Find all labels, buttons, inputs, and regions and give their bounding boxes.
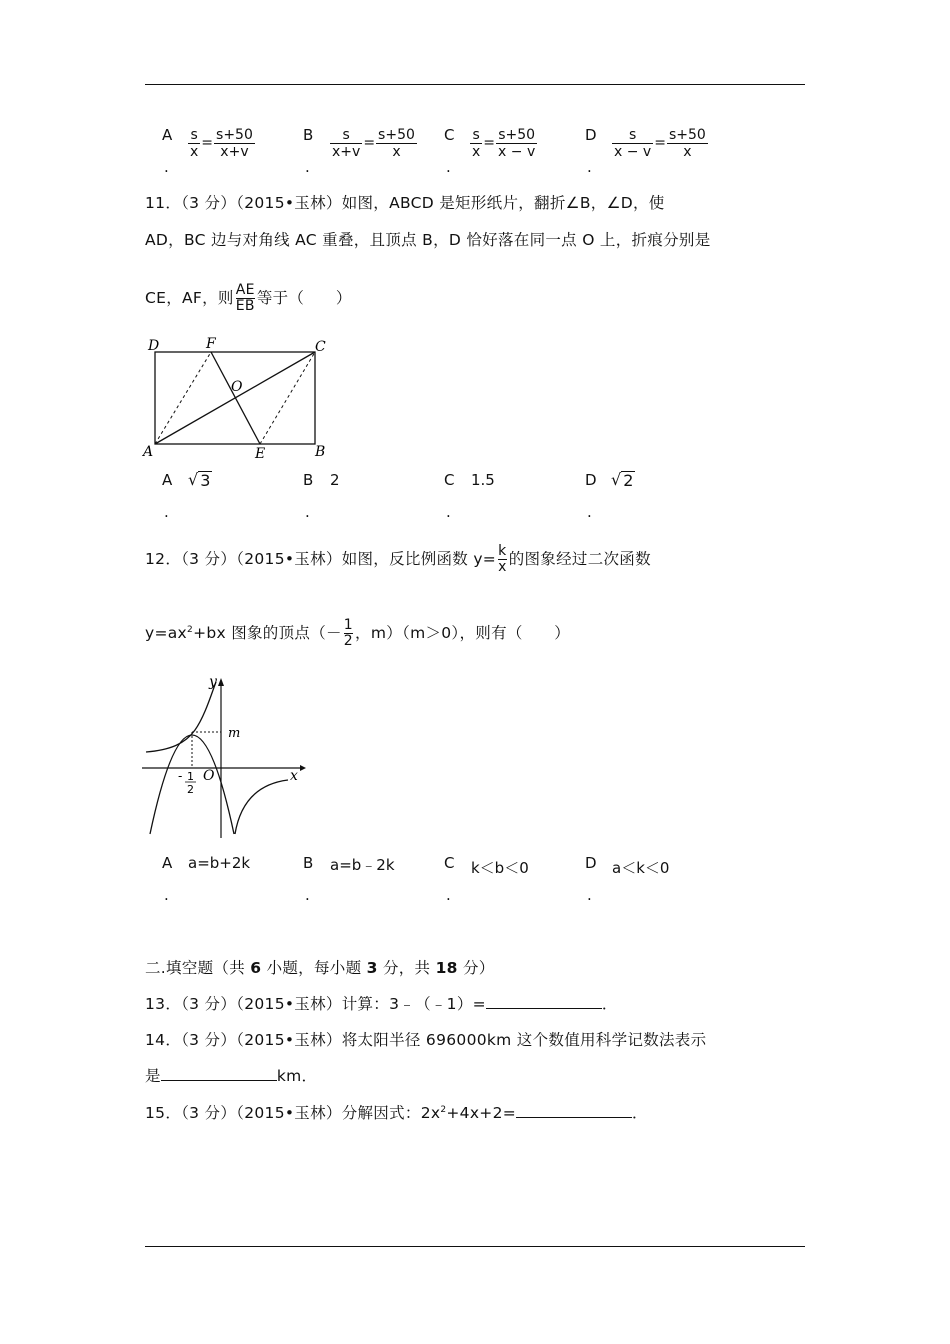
q10-option-a-dot: . <box>164 158 169 176</box>
q14-line-2: 是 km． <box>145 1067 318 1085</box>
q12-option-c-value: k＜b＜0 <box>471 859 529 877</box>
q13-answer-blank[interactable] <box>486 994 602 1009</box>
svg-text:-: - <box>178 769 183 783</box>
q12-option-d-dot: . <box>587 886 592 904</box>
q11-rectangle-figure <box>140 336 340 462</box>
q12-option-d-value: a＜k＜0 <box>612 859 670 877</box>
q11-line-3-prefix: CE，AF，则 <box>145 289 234 307</box>
q11-option-c-value: 1.5 <box>471 471 495 489</box>
q12-line-1: 12．（3 分）（2015•玉林）如图，反比例函数 y= $\frac{k}{x}$ 的图象经过二次函数 <box>145 543 651 575</box>
svg-text:y: y <box>209 674 217 690</box>
q11-option-b-letter: B <box>303 471 314 489</box>
section-2-heading: 二.填空题（共 6 小题，每小题 3 分，共 18 分） <box>145 959 495 977</box>
q12-option-b-dot: . <box>305 886 310 904</box>
q12-half-fraction: $\frac{1}{2}$ <box>343 617 354 649</box>
svg-text:C: C <box>315 339 326 355</box>
q12-option-d-letter: D <box>585 854 597 872</box>
q10-option-c-dot: . <box>446 158 451 176</box>
q12-line-2: $y=ax^2+bx$ 图象的顶点（－ $\frac{1}{2}$ ，m）（m＞0），则有（ ） <box>145 617 571 649</box>
q10-option-d-letter: D <box>585 126 597 144</box>
q12-option-a-value: a=b+2k <box>188 854 251 872</box>
svg-text:F: F <box>206 336 216 352</box>
q10-option-b-letter: B <box>303 126 314 144</box>
q10-option-b-dot: . <box>305 158 310 176</box>
bottom-rule <box>145 1246 805 1247</box>
q10-option-c-letter: C <box>444 126 455 144</box>
q10-option-a-letter: A <box>162 126 173 144</box>
q12-option-c-letter: C <box>444 854 455 872</box>
svg-text:D: D <box>148 338 160 354</box>
svg-text:x: x <box>290 768 298 784</box>
q12-option-b-value: a=b﹣2k <box>330 856 395 874</box>
q10-option-d-dot: . <box>587 158 592 176</box>
q11-option-d-value: √ 2 <box>611 470 634 490</box>
q11-line-3-suffix: 等于（ ） <box>256 289 352 307</box>
q11-option-c-letter: C <box>444 471 455 489</box>
q11-option-d-letter: D <box>585 471 597 489</box>
top-rule <box>145 84 805 85</box>
q12-k-over-x-fraction: $\frac{k}{x}$ <box>498 543 507 575</box>
q11-option-b-value: 2 <box>330 471 340 489</box>
svg-text:m: m <box>228 726 241 741</box>
svg-text:O: O <box>231 379 243 395</box>
q12-option-c-dot: . <box>446 886 451 904</box>
q11-option-b-dot: . <box>305 503 310 521</box>
q12-option-a-dot: . <box>164 886 169 904</box>
svg-text:1: 1 <box>187 770 194 783</box>
svg-text:O: O <box>203 768 215 784</box>
svg-text:E: E <box>255 446 266 462</box>
q11-option-a-dot: . <box>164 503 169 521</box>
q11-line-3 <box>145 283 352 314</box>
q11-option-a-value: √ 3 <box>188 470 211 490</box>
q15-line: 15．（3 分）（2015•玉林）分解因式：$2x^2+4x+2=$ ． <box>145 1104 648 1122</box>
q11-line-1: 11．（3 分）（2015•玉林）如图，ABCD 是矩形纸片，翻折∠B，∠D，使 <box>145 194 665 212</box>
q10-option-b-expr: $\frac{s}{x+v}$ = $\frac{s+50}{x}$ <box>332 127 415 160</box>
q11-option-d-dot: . <box>587 503 592 521</box>
q11-line-2: AD，BC 边与对角线 AC 重叠，且顶点 B，D 恰好落在同一点 O 上，折痕分别是 <box>145 231 711 249</box>
q10-option-d-expr: $\frac{s}{x - v}$ = $\frac{s+50}{x}$ <box>614 127 706 160</box>
q10-option-c-expr: $\frac{s}{x}$ = $\frac{s+50}{x - v}$ <box>472 127 536 160</box>
q12-option-a-letter: A <box>162 854 173 872</box>
svg-text:A: A <box>143 444 154 460</box>
svg-text:2: 2 <box>187 783 194 796</box>
q11-option-c-dot: . <box>446 503 451 521</box>
svg-text:B: B <box>315 444 326 460</box>
q12-option-b-letter: B <box>303 854 314 872</box>
q12-function-graph <box>140 672 310 842</box>
q11-ae-eb-fraction: $\frac{AE}{EB}$ <box>235 282 255 314</box>
q14-line-1: 14．（3 分）（2015•玉林）将太阳半径 696000km 这个数值用科学记数法表示 <box>145 1031 707 1049</box>
q11-option-a-letter: A <box>162 471 173 489</box>
q13-line: 13．（3 分）（2015•玉林）计算：3﹣（﹣1）= ． <box>145 995 618 1013</box>
q15-answer-blank[interactable] <box>516 1103 632 1118</box>
q10-option-a-expr: $\frac{s}{x}$ = $\frac{s+50}{x+v}$ <box>190 127 253 160</box>
q14-answer-blank[interactable] <box>161 1066 277 1081</box>
